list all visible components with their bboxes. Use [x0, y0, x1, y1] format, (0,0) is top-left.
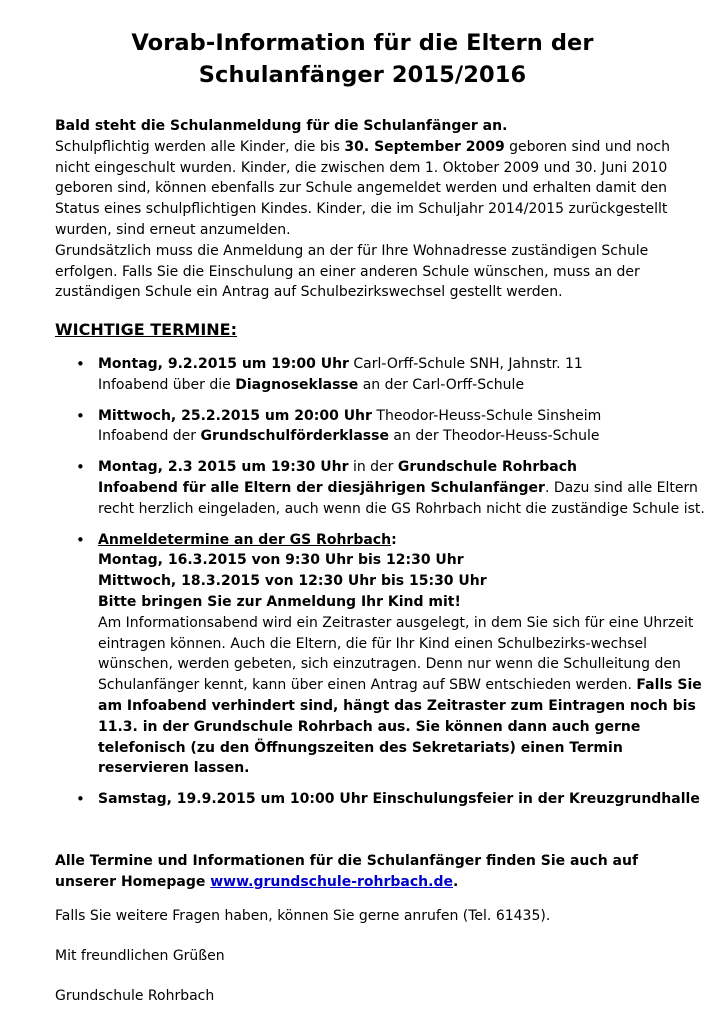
event-desc-end: an der Theodor-Heuss-Schule — [388, 428, 600, 445]
greeting: Mit freundlichen Grüßen — [55, 948, 225, 964]
intro-paragraph-2: Grundsätzlich muss die Anmeldung an der für Ihre Wohnadresse zuständigen Schule erfolgen. Falls Sie die Einschulung an einer anderen Schule wünschen, muss an der zuständigen Schule ein Antrag auf Schulbezirkswechsel gestellt werden. — [55, 242, 649, 301]
intro-section — [55, 116, 695, 303]
termine-heading: WICHTIGE TERMINE: — [55, 320, 237, 339]
event-place: Grundschule Rohrbach — [397, 459, 577, 476]
event-mid: in der — [348, 459, 398, 476]
document-title-line-1: Vorab-Information für die Eltern der — [131, 30, 594, 56]
sender: Grundschule Rohrbach — [55, 988, 215, 1004]
anmeldetermine-heading: Anmeldetermine an der GS Rohrbach — [98, 531, 392, 548]
zeitraster-bold-text: Falls Sie am Infoabend verhindert sind, hängt das Zeitraster zum Eintragen noch bis 11.3. in der Grundschule Rohrbach aus. Sie können dann auch gerne telefonisch (zu den Öffnungszeiten des Sekretariats) einen Termin reservieren lassen. — [98, 677, 702, 777]
list-item — [55, 457, 705, 519]
zeitraster-text: Am Informationsabend wird ein Zeitraster ausgelegt, in dem Sie sich für eine Uhrzeit eintragen können. Auch die Eltern, die für Ihr Kind einen Schulbezirks-wechsel wünschen, werden gebeten, sich einzutragen. Denn nur wenn die Schulleitung den Schulanfänger kennt, kann über einen Antrag auf SBW entschieden werden. — [98, 614, 694, 694]
intro-paragraph-1 — [55, 137, 695, 241]
homepage-link[interactable]: www.grundschule-rohrbach.de — [210, 873, 453, 890]
event-desc-end: an der Carl-Orff-Schule — [358, 376, 525, 393]
bring-child-note: Bitte bringen Sie zur Anmeldung Ihr Kind mit! — [98, 593, 461, 610]
cutoff-date: 30. September 2009 — [344, 138, 505, 155]
homepage-paragraph — [55, 851, 695, 893]
fragen-paragraph: Falls Sie weitere Fragen haben, können Sie gerne anrufen (Tel. 61435). — [55, 908, 551, 924]
event-date: Mittwoch, 25.2.2015 um 20:00 Uhr — [98, 407, 372, 424]
event-desc-end: . Dazu sind alle Eltern recht herzlich eingeladen, auch wenn die GS Rohrbach nicht die zuständige Schule ist. — [98, 479, 705, 517]
event-desc: Infoabend der — [98, 428, 201, 445]
event-desc-bold: Grundschulförderklasse — [200, 428, 389, 445]
event-desc-bold: Diagnoseklasse — [235, 376, 359, 393]
anmelde-date-1: Montag, 16.3.2015 von 9:30 Uhr bis 12:30 Uhr — [98, 552, 464, 569]
homepage-text: Alle Termine und Informationen für die Schulanfänger finden Sie auch auf unserer Homepage — [55, 853, 639, 890]
list-item — [55, 530, 705, 780]
event-date: Montag, 2.3 2015 um 19:30 Uhr — [98, 459, 349, 476]
einschulungsfeier: Samstag, 19.9.2015 um 10:00 Uhr Einschulungsfeier in der Kreuzgrundhalle — [98, 791, 700, 808]
event-desc-bold: Infoabend für alle Eltern der diesjährigen Schulanfänger — [98, 479, 545, 496]
event-place: Carl-Orff-Schule SNH, Jahnstr. 11 — [348, 356, 583, 372]
termine-list — [55, 354, 705, 810]
list-item — [55, 354, 705, 396]
intro-text-cont: geboren sind und noch nicht eingeschult wurden. Kinder, die zwischen dem 1. Oktober 2009 und 30. Juni 2010 geboren sind, können ebenfalls zur Schule angemeldet werden und erhalten damit den Status eines schulpflichtigen Kindes. Kinder, die im Schuljahr 2014/2015 zurückgestellt wurden, sind erneut anzumelden. — [55, 138, 670, 238]
colon: : — [391, 531, 397, 548]
list-item — [55, 789, 705, 810]
anmelde-date-2: Mittwoch, 18.3.2015 von 12:30 Uhr bis 15:30 Uhr — [98, 573, 487, 590]
event-desc: Infoabend über die — [98, 376, 236, 393]
intro-text: Schulpflichtig werden alle Kinder, die bis — [55, 138, 345, 155]
list-item — [55, 406, 705, 448]
intro-lead: Bald steht die Schulanmeldung für die Schulanfänger an. — [55, 118, 508, 134]
homepage-end: . — [452, 873, 459, 890]
event-place: Theodor-Heuss-Schule Sinsheim — [371, 407, 602, 424]
document-title-line-2: Schulanfänger 2015/2016 — [198, 62, 527, 88]
event-date: Montag, 9.2.2015 um 19:00 Uhr — [98, 356, 349, 372]
